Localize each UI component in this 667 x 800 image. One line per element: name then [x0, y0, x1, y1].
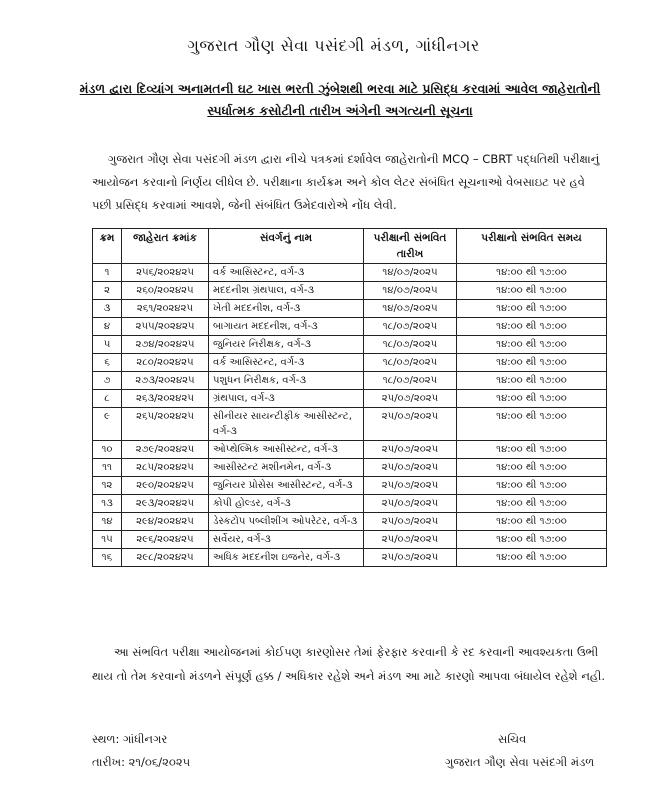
- cell-cadre-name: ગ્રંથપાલ, વર્ગ-૩: [209, 390, 364, 408]
- cell-exam-date: ૧૪/૦૭/૨૦૨૫: [364, 282, 457, 300]
- header-cadre-name: સંવર્ગનું નામ: [209, 229, 364, 264]
- cell-cadre-name: ડેસ્કટોપ પબ્લીશીંગ ઓપરેટર, વર્ગ-૩: [209, 513, 364, 531]
- table-row: [93, 459, 607, 477]
- table-row: [93, 513, 607, 531]
- table-row: [93, 408, 607, 441]
- cell-sr-no: ૮: [93, 390, 122, 408]
- table-header-row: [93, 229, 607, 264]
- cell-exam-time: ૧૪:૦૦ થી ૧૭:૦૦: [457, 441, 607, 459]
- cell-exam-date: ૨૫/૦૭/૨૦૨૫: [364, 441, 457, 459]
- organization-title: ગુજરાત ગૌણ સેવા પસંદગી મંડળ, ગાંધીનગર: [187, 36, 480, 55]
- header-sr-no: ક્રમ: [93, 229, 122, 264]
- cell-advt-no: ૨૯૩/૨૦૨૪૨૫: [122, 495, 209, 513]
- cell-advt-no: ૨૬૩/૨૦૨૪૨૫: [122, 390, 209, 408]
- cell-exam-time: ૧૪:૦૦ થી ૧૭:૦૦: [457, 318, 607, 336]
- cell-sr-no: ૧૨: [93, 477, 122, 495]
- cell-cadre-name: અધિક મદદનીશ ઇજનેર, વર્ગ-૩: [209, 549, 364, 567]
- cell-advt-no: ૨૯૦/૨૦૨૪૨૫: [122, 477, 209, 495]
- cell-sr-no: ૨: [93, 282, 122, 300]
- cell-exam-time: ૧૪:૦૦ થી ૧૭:૦૦: [457, 477, 607, 495]
- table-row: [93, 549, 607, 567]
- cell-exam-time: ૧૪:૦૦ થી ૧૭:૦૦: [457, 549, 607, 567]
- cell-advt-no: ૨૬૧/૨૦૨૪૨૫: [122, 300, 209, 318]
- cell-cadre-name: વર્ક આસિસ્ટન્ટ, વર્ગ-૩: [209, 264, 364, 282]
- cell-exam-time: ૧૪:૦૦ થી ૧૭:૦૦: [457, 513, 607, 531]
- cell-sr-no: ૩: [93, 300, 122, 318]
- table-row: [93, 372, 607, 390]
- cell-cadre-name: ઓપ્થેલ્મિક આસીસ્ટન્ટ, વર્ગ-૩: [209, 441, 364, 459]
- cell-exam-date: ૨૫/૦૭/૨૦૨૫: [364, 408, 457, 441]
- cell-sr-no: ૫: [93, 336, 122, 354]
- cell-exam-time: ૧૪:૦૦ થી ૧૭:૦૦: [457, 459, 607, 477]
- table-row: [93, 531, 607, 549]
- cell-cadre-name: મદદનીશ ગ્રંથપાલ, વર્ગ-૩: [209, 282, 364, 300]
- cell-cadre-name: જુનિયર પ્રોસેસ આસીસ્ટન્ટ, વર્ગ-૩: [209, 477, 364, 495]
- cell-sr-no: ૯: [93, 408, 122, 441]
- cell-exam-date: ૧૮/૦૭/૨૦૨૫: [364, 354, 457, 372]
- cell-cadre-name: સીનીયર સાયન્ટીફીક આસીસ્ટન્ટ, વર્ગ-૩: [209, 408, 364, 441]
- cell-exam-time: ૧૪:૦૦ થી ૧૭:૦૦: [457, 354, 607, 372]
- table-row: [93, 390, 607, 408]
- cell-exam-time: ૧૪:૦૦ થી ૧૭:૦૦: [457, 495, 607, 513]
- cell-advt-no: ૨૮૫/૨૦૨૪૨૫: [122, 459, 209, 477]
- table-row: [93, 264, 607, 282]
- date-label: તારીખ: ૨૧/૦૬/૨૦૨૫: [92, 755, 191, 769]
- cell-cadre-name: પશુધન નિરીક્ષક, વર્ગ-૩: [209, 372, 364, 390]
- header-advt-no: જાહેરાત ક્રમાંક: [122, 229, 209, 264]
- signatory-title: સચિવ: [498, 732, 527, 746]
- cell-exam-date: ૧૮/૦૭/૨૦૨૫: [364, 372, 457, 390]
- table-row: [93, 495, 607, 513]
- cell-exam-time: ૧૪:૦૦ થી ૧૭:૦૦: [457, 390, 607, 408]
- cell-advt-no: ૨૭૯/૨૦૨૪૨૫: [122, 441, 209, 459]
- cell-cadre-name: ખેતી મદદનીશ, વર્ગ-૩: [209, 300, 364, 318]
- cell-cadre-name: જુનિયર નિરીક્ષક, વર્ગ-૩: [209, 336, 364, 354]
- cell-exam-date: ૨૫/૦૭/૨૦૨૫: [364, 459, 457, 477]
- cell-exam-date: ૨૫/૦૭/૨૦૨૫: [364, 495, 457, 513]
- header-exam-date: પરીક્ષાની સંભવિત તારીખ: [364, 229, 457, 264]
- cell-exam-time: ૧૪:૦૦ થી ૧૭:૦૦: [457, 372, 607, 390]
- cell-sr-no: ૬: [93, 354, 122, 372]
- intro-paragraph: ગુજરાત ગૌણ સેવા પસંદગી મંડળ દ્વારા નીચે પત્રકમાં દર્શાવેલ જાહેરાતોની MCQ – CBRT પદ્ધતિથી પરીક્ષાનું આયોજન કરવાનો નિર્ણય લીધેલ છે. પરીક્ષાના કાર્યક્રમ અને કોલ લેટર સંબંધિત સૂચનાઓ વેબસાઇટ પર હવે પછી પ્રસિદ્ધ કરવામાં આવશે, જેની સંબંધિત ઉમેદવારોએ નોંધ લેવી.: [92, 152, 600, 212]
- cell-sr-no: ૧૬: [93, 549, 122, 567]
- cell-exam-time: ૧૪:૦૦ થી ૧૭:૦૦: [457, 300, 607, 318]
- cell-sr-no: ૧: [93, 264, 122, 282]
- cell-advt-no: ૨૭૪/૨૦૨૪૨૫: [122, 336, 209, 354]
- cell-exam-date: ૨૫/૦૭/૨૦૨૫: [364, 531, 457, 549]
- cell-exam-time: ૧૪:૦૦ થી ૧૭:૦૦: [457, 408, 607, 441]
- cell-sr-no: ૪: [93, 318, 122, 336]
- signatory-organization: ગુજરાત ગૌણ સેવા પસંદગી મંડળ: [445, 755, 595, 769]
- table-row: [93, 318, 607, 336]
- cell-exam-date: ૨૫/૦૭/૨૦૨૫: [364, 390, 457, 408]
- subject-line-2: સ્પર્ધાત્મક કસોટીની તારીખ અંગેની અગત્યની સૂચના: [207, 103, 473, 118]
- table-row: [93, 354, 607, 372]
- cell-exam-time: ૧૪:૦૦ થી ૧૭:૦૦: [457, 336, 607, 354]
- cell-sr-no: ૧૪: [93, 513, 122, 531]
- cell-advt-no: ૨૯૮/૨૦૨૪૨૫: [122, 549, 209, 567]
- cell-advt-no: ૨૫૬/૨૦૨૪૨૫: [122, 264, 209, 282]
- cell-exam-time: ૧૪:૦૦ થી ૧૭:૦૦: [457, 264, 607, 282]
- cell-exam-date: ૧૪/૦૭/૨૦૨૫: [364, 300, 457, 318]
- cell-exam-time: ૧૪:૦૦ થી ૧૭:૦૦: [457, 282, 607, 300]
- table-row: [93, 441, 607, 459]
- cell-exam-date: ૨૫/૦૭/૨૦૨૫: [364, 513, 457, 531]
- cell-cadre-name: આસીસ્ટન્ટ મશીનમેન, વર્ગ-૩: [209, 459, 364, 477]
- disclaimer-paragraph: આ સંભવિત પરીક્ષા આયોજનમાં કોઈપણ કારણોસર તેમાં ફેરફાર કરવાની કે રદ કરવાની આવશ્યકતા ઉભી થાય તો તેમ કરવાનો મંડળને સંપૂર્ણ હક્ક / અધિકાર રહેશે અને મંડળ આ માટે કારણો આપવા બંધાયેલ રહેશે નહી.: [92, 645, 606, 683]
- cell-advt-no: ૨૮૦/૨૦૨૪૨૫: [122, 354, 209, 372]
- cell-exam-time: ૧૪:૦૦ થી ૧૭:૦૦: [457, 531, 607, 549]
- cell-exam-date: ૧૪/૦૭/૨૦૨૫: [364, 264, 457, 282]
- cell-sr-no: ૧૧: [93, 459, 122, 477]
- cell-advt-no: ૨૬૦/૨૦૨૪૨૫: [122, 282, 209, 300]
- cell-sr-no: ૭: [93, 372, 122, 390]
- cell-advt-no: ૨૬૫/૨૦૨૪૨૫: [122, 408, 209, 441]
- notice-subject: [60, 78, 620, 122]
- header-exam-time: પરીક્ષાનો સંભવિત સમય: [457, 229, 607, 264]
- cell-exam-date: ૧૮/૦૭/૨૦૨૫: [364, 336, 457, 354]
- cell-sr-no: ૧૩: [93, 495, 122, 513]
- cell-sr-no: ૧૦: [93, 441, 122, 459]
- table-row: [93, 300, 607, 318]
- cell-sr-no: ૧૫: [93, 531, 122, 549]
- place-label: સ્થળ: ગાંધીનગર: [92, 732, 168, 746]
- cell-advt-no: ૨૯૬/૨૦૨૪૨૫: [122, 531, 209, 549]
- exam-schedule-table: [92, 228, 607, 567]
- cell-advt-no: ૨૯૪/૨૦૨૪૨૫: [122, 513, 209, 531]
- cell-cadre-name: વર્ક આસિસ્ટન્ટ, વર્ગ-૩: [209, 354, 364, 372]
- cell-advt-no: ૨૫૫/૨૦૨૪૨૫: [122, 318, 209, 336]
- cell-exam-date: ૨૫/૦૭/૨૦૨૫: [364, 477, 457, 495]
- table-row: [93, 282, 607, 300]
- subject-line-1: મંડળ દ્વારા દિવ્યાંગ અનામતની ઘટ ખાસ ભરતી ઝુંબેશથી ભરવા માટે પ્રસિદ્ધ કરવામાં આવેલ જાહેરાતોની: [79, 81, 601, 96]
- cell-advt-no: ૨૭૩/૨૦૨૪૨૫: [122, 372, 209, 390]
- table-row: [93, 477, 607, 495]
- cell-cadre-name: બાગાયત મદદનીશ, વર્ગ-૩: [209, 318, 364, 336]
- cell-exam-date: ૨૫/૦૭/૨૦૨૫: [364, 549, 457, 567]
- cell-cadre-name: સર્વેયર, વર્ગ-૩: [209, 531, 364, 549]
- cell-exam-date: ૧૮/૦૭/૨૦૨૫: [364, 318, 457, 336]
- table-body: [93, 264, 607, 567]
- table-row: [93, 336, 607, 354]
- cell-cadre-name: કોપી હોલ્ડર, વર્ગ-૩: [209, 495, 364, 513]
